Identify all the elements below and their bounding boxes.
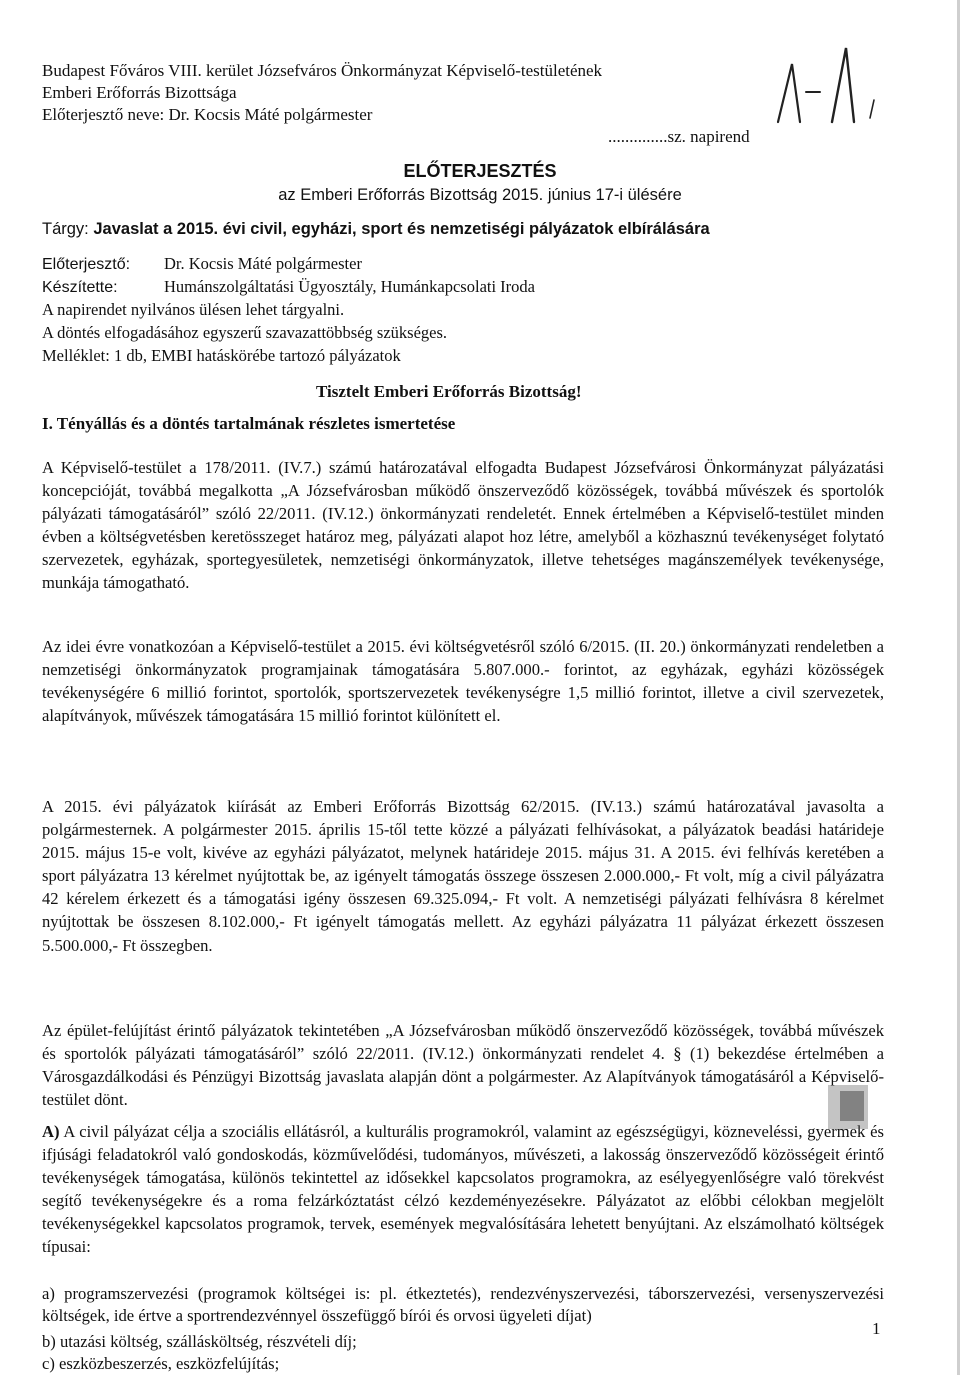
page-number: 1 (872, 1319, 881, 1338)
presenter-label: Előterjesztő: (42, 256, 131, 273)
agenda-number: ..............sz. napirend (608, 127, 750, 146)
paragraph-5 (42, 1120, 884, 1259)
header-line-3: Előterjesztő neve: Dr. Kocsis Máté polgármester (42, 105, 373, 124)
cost-item-a: a) programszervezési (programok költségei is: pl. étkeztetés), rendezvényszervezési, táborszervezési, versenyszervezési költségek, ide értve a sportrendezvénnyel összefüggő bírói és orvosi ügyeleti díjat) (42, 1284, 884, 1325)
paragraph-2: Az idei évre vonatkozóan a Képviselő-testület a 2015. évi költségvetésről szóló 6/2015. (II. 20.) önkormányzati rendeletben a nemzetiségi önkormányzatok programjainak támogatására 5.807.000.- forintot, az egyházak, egyházi közösségek tevékenységére 6 millió forintot, sportolók, sportszervezetek tevékenységre 1,5 millió forintot, illetve a civil szervezetek, alapítványok, művészek támogatására 15 millió forintot különített el. (42, 637, 884, 726)
salutation: Tisztelt Emberi Erőforrás Bizottság! (316, 382, 582, 401)
section-title: I. Tényállás és a döntés tartalmának részletes ismertetése (42, 414, 456, 433)
presenter-value: Dr. Kocsis Máté polgármester (164, 254, 362, 273)
cost-item-c: c) eszközbeszerzés, eszközfelújítás; (42, 1354, 280, 1373)
cost-item-b: b) utazási költség, szállásköltség, részvételi díj; (42, 1332, 357, 1351)
paragraph-5-text: A civil pályázat célja a szociális ellátásról, a kulturális programokról, valamint az egészségügyi, közneveléssi, gyermek és ifjúsági feladatokról való gondoskodás, közművelődési, tudományos, művészeti, a lakosság önszerveződő közösségeit érintő tevékenységek támogatása, különös tekintettel az idősekkel kapcsolatos programokra, az esélyegyenlőségre való törekvést segítő tevékenységekre és a roma felzárkóztatást célzó kezdeményezésekre. Pályázatot az előbbi célokban megjelölt tevékenységekkel kapcsolatos programok, tervek, események megvalósítására lehetett benyújtani. Az elszámolható költségek típusai: (42, 1122, 884, 1257)
document-title: ELŐTERJESZTÉS (403, 161, 557, 181)
paragraph-4: Az épület-felújítást érintő pályázatok tekintetében „A Józsefvárosban működő önszerveződő közösségek, továbbá művészek és sportolók pályázati támogatásáról” szóló 22/2011. (IV.12.) önkormányzati rendelet 4. § (1) bekezdése értelmében a Városgazdálkodási és Pénzügyi Bizottság javaslata alapján dönt a polgármester. Az Alapítványok támogatásáról a Képviselő-testület dönt. (42, 1021, 884, 1110)
attachment-note: Melléklet: 1 db, EMBI hatáskörébe tartozó pályázatok (42, 346, 401, 365)
subject-label: Tárgy: (42, 220, 89, 238)
subject-row (42, 218, 710, 240)
header-line-1: Budapest Főváros VIII. kerület Józsefváros Önkormányzat Képviselő-testületének (42, 61, 603, 80)
header-line-2: Emberi Erőforrás Bizottsága (42, 83, 237, 102)
paragraph-3: A 2015. évi pályázatok kiírását az Emberi Erőforrás Bizottság 62/2015. (IV.13.) számú határozatával javasolta a polgármesternek. A polgármester 2015. április 15-től tette közzé a pályázati felhívásokat, a pályázatok beadási határideje 2015. május 15-e volt, kivéve az egyházi pályázatot, melynek határideje 2015. május 31. A 2015. évi felhívás keretében a sport pályázatra 13 kérelmet nyújtottak be, az igényelt támogatás összege összesen 2.000.000,- Ft volt, míg a civil pályázatra 42 kérelem érkezett és a támogatási igény összesen 69.325.094,- Ft volt. A nemzetiségi pályázati felhívásra 8 kérelmet nyújtottak be összesen 8.102.000,- Ft igényelt támogatás mellett. Az egyházi pályázatra 11 pályázat érkezett összesen 5.500.000,- Ft összegben. (42, 797, 884, 955)
paragraph-1: A Képviselő-testület a 178/2011. (IV.7.) számú határozatával elfogadta Budapest Józsefvárosi Önkormányzat pályázatási koncepcióját, továbbá megalkotta „A Józsefvárosban működő önszerveződő közösségek, továbbá művészek és sportolók pályázati támogatásáról” szóló 22/2011. (IV.12.) önkormányzati rendeletét. Ennek értelmében a Képviselő-testület minden évben a költségvetésben keretösszeget határoz meg, pályázati alapot hoz létre, amelyből a közhasznú tevékenységet folytató szervezetek, egyházak, sportegyesületek, nemzetiségi önkormányzatok, illetve tehetséges magánszemélyek tevékenysége, munkája támogatható. (42, 458, 884, 593)
author-label: Készítette: (42, 279, 118, 296)
session-note: A napirendet nyilvános ülésen lehet tárgyalni. (42, 300, 345, 319)
stamp-smudge (770, 1077, 870, 1139)
handwritten-mark (770, 40, 890, 130)
author-value: Humánszolgáltatási Ügyosztály, Humánkapcsolati Iroda (164, 277, 535, 296)
subject-text: Javaslat a 2015. évi civil, egyházi, sport és nemzetiségi pályázatok elbírálására (93, 220, 710, 238)
majority-note: A döntés elfogadásához egyszerű szavazattöbbség szükséges. (42, 323, 448, 342)
document-subtitle: az Emberi Erőforrás Bizottság 2015. június 17-i ülésére (278, 186, 682, 204)
paragraph-5-label: A) (42, 1122, 60, 1141)
